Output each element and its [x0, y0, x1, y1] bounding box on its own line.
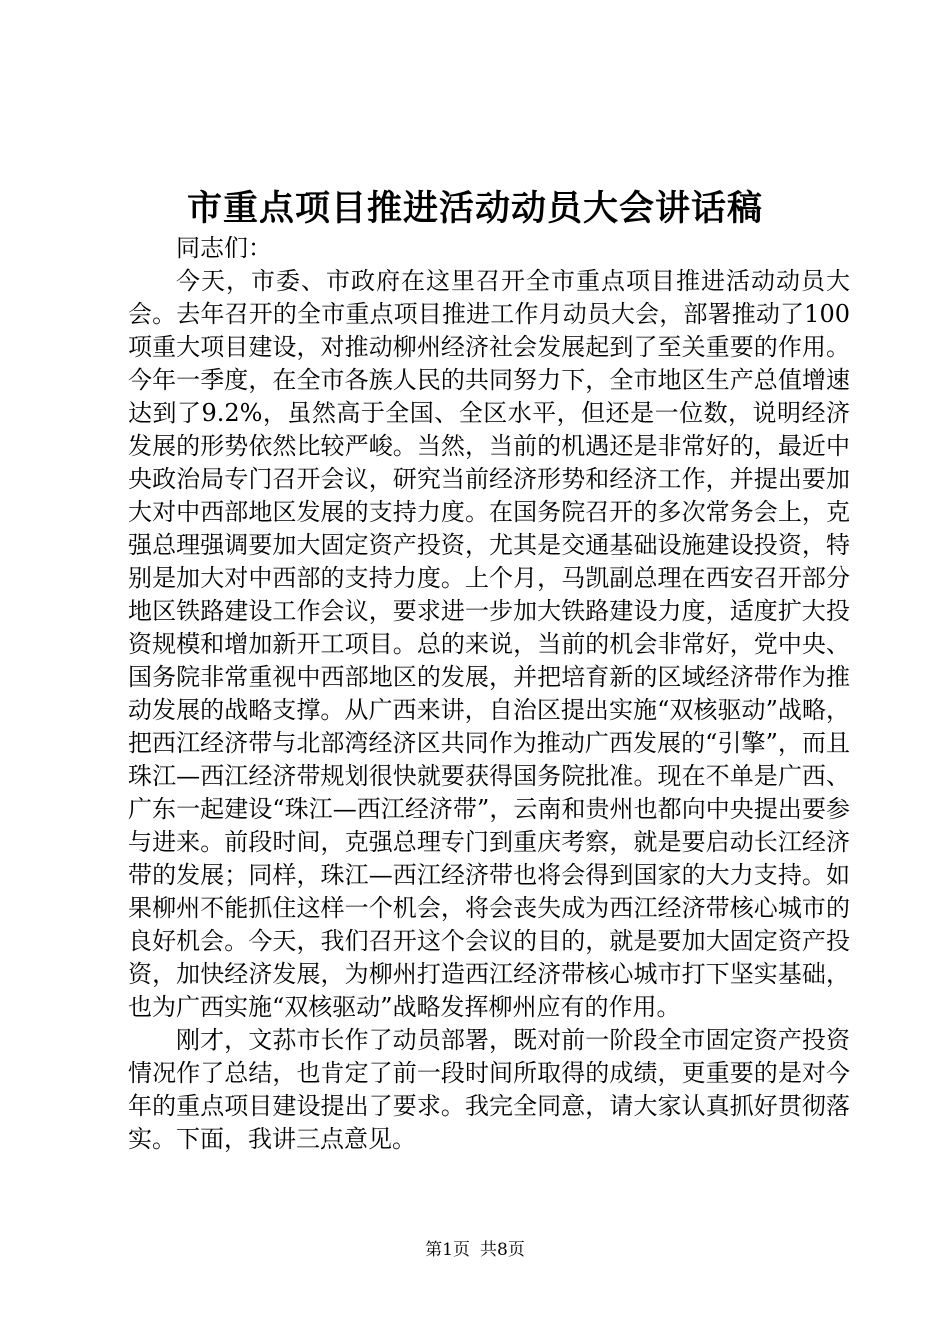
salutation-paragraph: 同志们： — [176, 234, 272, 262]
page-number: 第1页 — [425, 1240, 470, 1260]
page-footer — [0, 1238, 950, 1262]
body-paragraph: 今天，市委、市政府在这里召开全市重点项目推进活动动员大会。去年召开的全市重点项目推进工作月动员大会，部署推动了100项重大项目建设，对推动柳州经济社会发展起到了至关重要的作用。今年一季度，在全市各族人民的共同努力下，全市地区生产总值增速达到了9.2%，虽然高于全国、全区水平，但还是一位数，说明经济发展的形势依然比较严峻。当然，当前的机遇还是非常好的，最近中央政治局专门召开会议，研究当前经济形势和经济工作，并提出要加大对中西部地区发展的支持力度。在国务院召开的多次常务会上，克强总理强调要加大固定资产投资，尤其是交通基础设施建设投资，特别是加大对中西部的支持力度。上个月，马凯副总理在西安召开部分地区铁路建设工作会议，要求进一步加大铁路建设力度，适度扩大投资规模和增加新开工项目。总的来说，当前的机会非常好，党中央、国务院非常重视中西部地区的发展，并把培育新的区域经济带作为推动发展的战略支撑。从广西来讲，自治区提出实施“双核驱动”战略，把西江经济带与北部湾经济区共同作为推动广西发展的“引擎”，而且珠江—西江经济带规划很快就要获得国务院批准。现在不单是广西、广东一起建设“珠江—西江经济带”，云南和贵州也都向中央提出要参与进来。前段时间，克强总理专门到重庆考察，就是要启动长江经济带的发展；同样，珠江—西江经济带也将会得到国家的大力支持。如果柳州不能抓住这样一个机会，将会丧失成为西江经济带核心城市的良好机会。今天，我们召开这个会议的目的，就是要加大固定资产投资，加快经济发展，为柳州打造西江经济带核心城市打下坚实基础，也为广西实施“双核驱动”战略发挥柳州应有的作用。 — [128, 267, 850, 1021]
page-total: 共8页 — [480, 1240, 525, 1260]
document-title: 市重点项目推进活动动员大会讲话稿 — [186, 188, 763, 229]
body-paragraph: 刚才，文荪市长作了动员部署，既对前一阶段全市固定资产投资情况作了总结，也肯定了前一段时间所取得的成绩，更重要的是对今年的重点项目建设提出了要求。我完全同意，请大家认真抓好贯彻落实。下面，我讲三点意见。 — [128, 1026, 850, 1153]
document-body — [128, 232, 850, 1156]
